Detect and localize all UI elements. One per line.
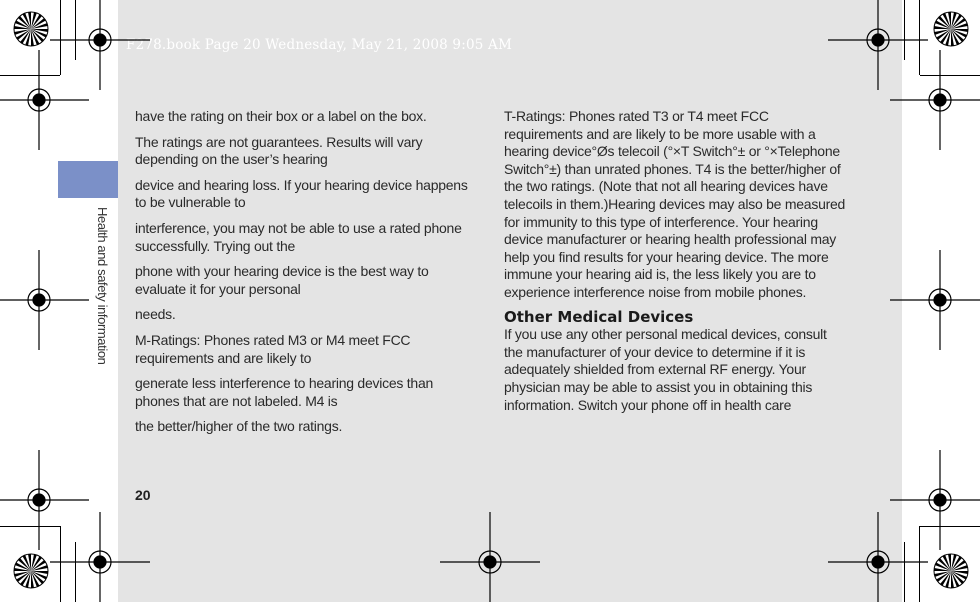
starburst-mark-icon [932, 552, 970, 590]
section-label: Health and safety information [95, 207, 110, 365]
page-number: 20 [135, 487, 151, 503]
paragraph: The ratings are not guarantees. Results will vary depending on the user’s hearing [135, 133, 423, 168]
paragraph: phone with your hearing device is the best way to evaluate it for your personal [135, 263, 429, 297]
registration-mark-icon [890, 250, 980, 350]
paragraph: have the rating on their box or a label on the box. [135, 108, 427, 124]
paragraph: generate less interference to hearing devices than phones that are not labeled. M4 is [135, 375, 434, 409]
registration-mark-icon [0, 50, 89, 150]
paragraph: device and hearing loss. If your hearing device happens to be vulnerable to [135, 176, 468, 211]
registration-mark-icon [828, 512, 928, 602]
registration-mark-icon [890, 50, 980, 150]
paragraph: interference, you may not be able to use a rated phone successfully. Trying out the [135, 219, 462, 254]
registration-mark-icon [0, 250, 89, 350]
registration-mark-icon [440, 512, 540, 602]
paragraph: the better/higher of the two ratings. [135, 418, 343, 435]
section-heading: Other Medical Devices [504, 307, 694, 326]
paragraph: M-Ratings: Phones rated M3 or M4 meet FCC requirements and are likely to [135, 331, 411, 366]
registration-mark-icon [50, 512, 150, 602]
starburst-mark-icon [932, 10, 970, 48]
starburst-mark-icon [12, 10, 50, 48]
starburst-mark-icon [12, 552, 50, 590]
paragraph: needs. [135, 306, 176, 323]
t-ratings-paragraph: T-Ratings: Phones rated T3 or T4 meet FCC requirements and are likely to be more usable with a hearing device°Øs telecoil (°×T Switch°± or °×Telephone Switch°±) than unrated phones. T4 is the better/higher of the two ratings. (Note that not all hearing devices have telecoils in them.)Hearing devices may also be measured for immunity to this type of interference. Your hearing device manufacturer or hearing health professional may help you find results for your hearing device. The more immune your hearing aid is, the less likely you are to experience interference noise from mobile phones. [504, 108, 846, 300]
print-header: F278.book Page 20 Wednesday, May 21, 2008 9:05 AM [126, 37, 513, 53]
other-devices-paragraph: If you use any other personal medical devices, consult the manufacturer of your device to determine if it is adequately shielded from external RF energy. Your physician may be able to assist you in obtaining this information. Switch your phone off in health care [504, 326, 827, 413]
